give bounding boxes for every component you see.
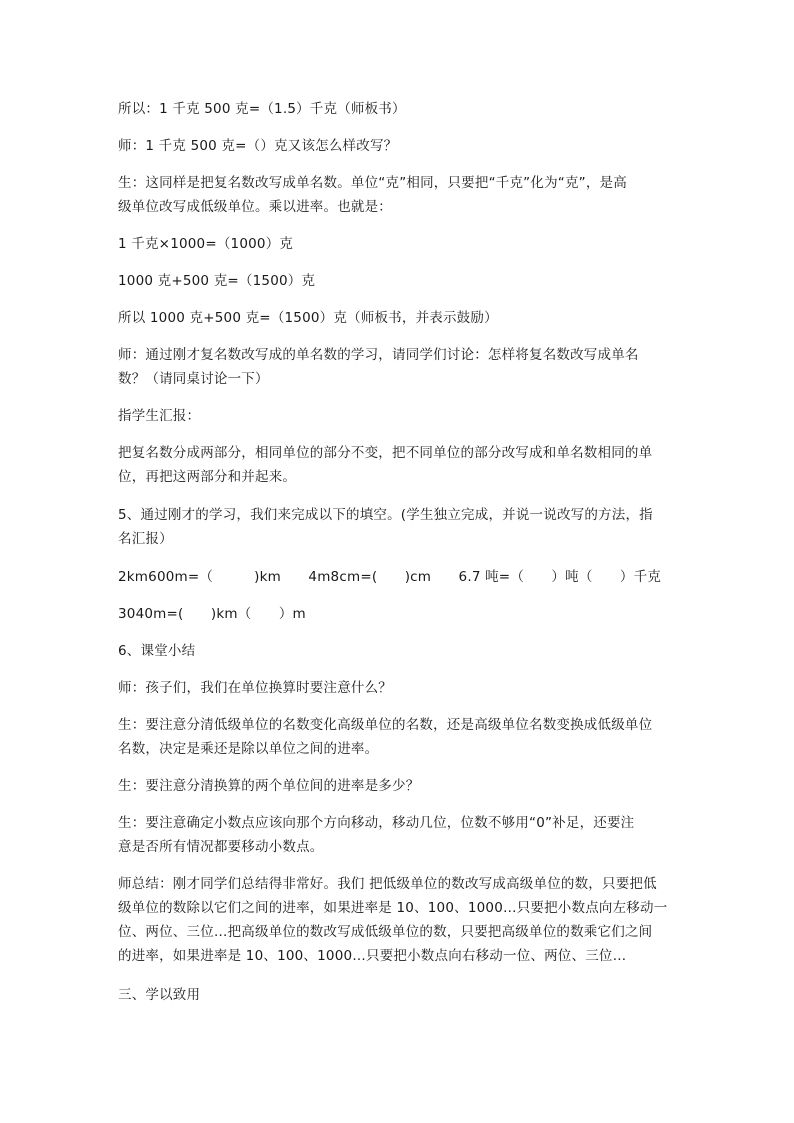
text-line: 级单位改写成低级单位。乘以进率。也就是： [118, 199, 392, 215]
text-line: 级单位的数除以它们之间的进率，如果进率是 10、100、1000…只要把小数点向左移动一 [118, 900, 668, 916]
fill-in-exercise-line: 3040m=( )km（ ）m [118, 606, 306, 622]
text-line: 意是否所有情况都要移动小数点。 [118, 839, 324, 855]
text-line: 所以 1000 克+500 克=（1500）克（师板书，并表示鼓励） [118, 310, 498, 326]
text-line: 把复名数分成两部分，相同单位的部分不变，把不同单位的部分改写成和单名数相同的单 [118, 445, 653, 461]
text-line: 师总结：刚才同学们总结得非常好。我们 把低级单位的数改写成高级单位的数，只要把低 [118, 876, 657, 892]
text-line: 生：要注意分清低级单位的名数变化高级单位的名数，还是高级单位名数变换成低级单位 [118, 717, 653, 733]
text-line: 师：孩子们，我们在单位换算时要注意什么？ [118, 680, 392, 696]
text-line: 指学生汇报： [118, 408, 201, 424]
fill-in-exercise-line: 2km600m=（ )km 4m8cm=( )cm 6.7 吨=（ ）吨（ ）千克 [118, 569, 662, 585]
text-line: 生：要注意分清换算的两个单位间的进率是多少？ [118, 778, 420, 794]
text-line: 生：这同样是把复名数改写成单名数。单位“克”相同，只要把“千克”化为“克”，是高 [118, 175, 627, 191]
text-line: 5、通过刚才的学习，我们来完成以下的填空。(学生独立完成，并说一说改写的方法，指 [118, 507, 653, 523]
text-line: 所以：1 千克 500 克=（1.5）千克（师板书） [118, 101, 406, 117]
text-line: 师：1 千克 500 克=（）克又该怎么样改写？ [118, 138, 398, 154]
text-line: 生：要注意确定小数点应该向那个方向移动，移动几位，位数不够用“0”补足，还要注 [118, 815, 635, 831]
text-line: 位、两位、三位…把高级单位的数改写成低级单位的数，只要把高级单位的数乘它们之间 [118, 924, 653, 940]
text-line: 师：通过刚才复名数改写成的单名数的学习，请同学们讨论：怎样将复名数改写成单名 [118, 347, 639, 363]
text-line: 名汇报） [118, 531, 173, 547]
text-line: 1 千克×1000=（1000）克 [118, 236, 294, 252]
text-line: 位，再把这两部分和并起来。 [118, 469, 297, 485]
text-line: 名数，决定是乘还是除以单位之间的进率。 [118, 741, 379, 757]
text-line: 的进率，如果进率是 10、100、1000…只要把小数点向右移动一位、两位、三位… [118, 948, 627, 964]
text-line: 数？（请同桌讨论一下） [118, 371, 269, 387]
section-heading: 三、学以致用 [118, 987, 201, 1003]
section-heading: 6、课堂小结 [118, 643, 196, 659]
text-line: 1000 克+500 克=（1500）克 [118, 273, 316, 289]
